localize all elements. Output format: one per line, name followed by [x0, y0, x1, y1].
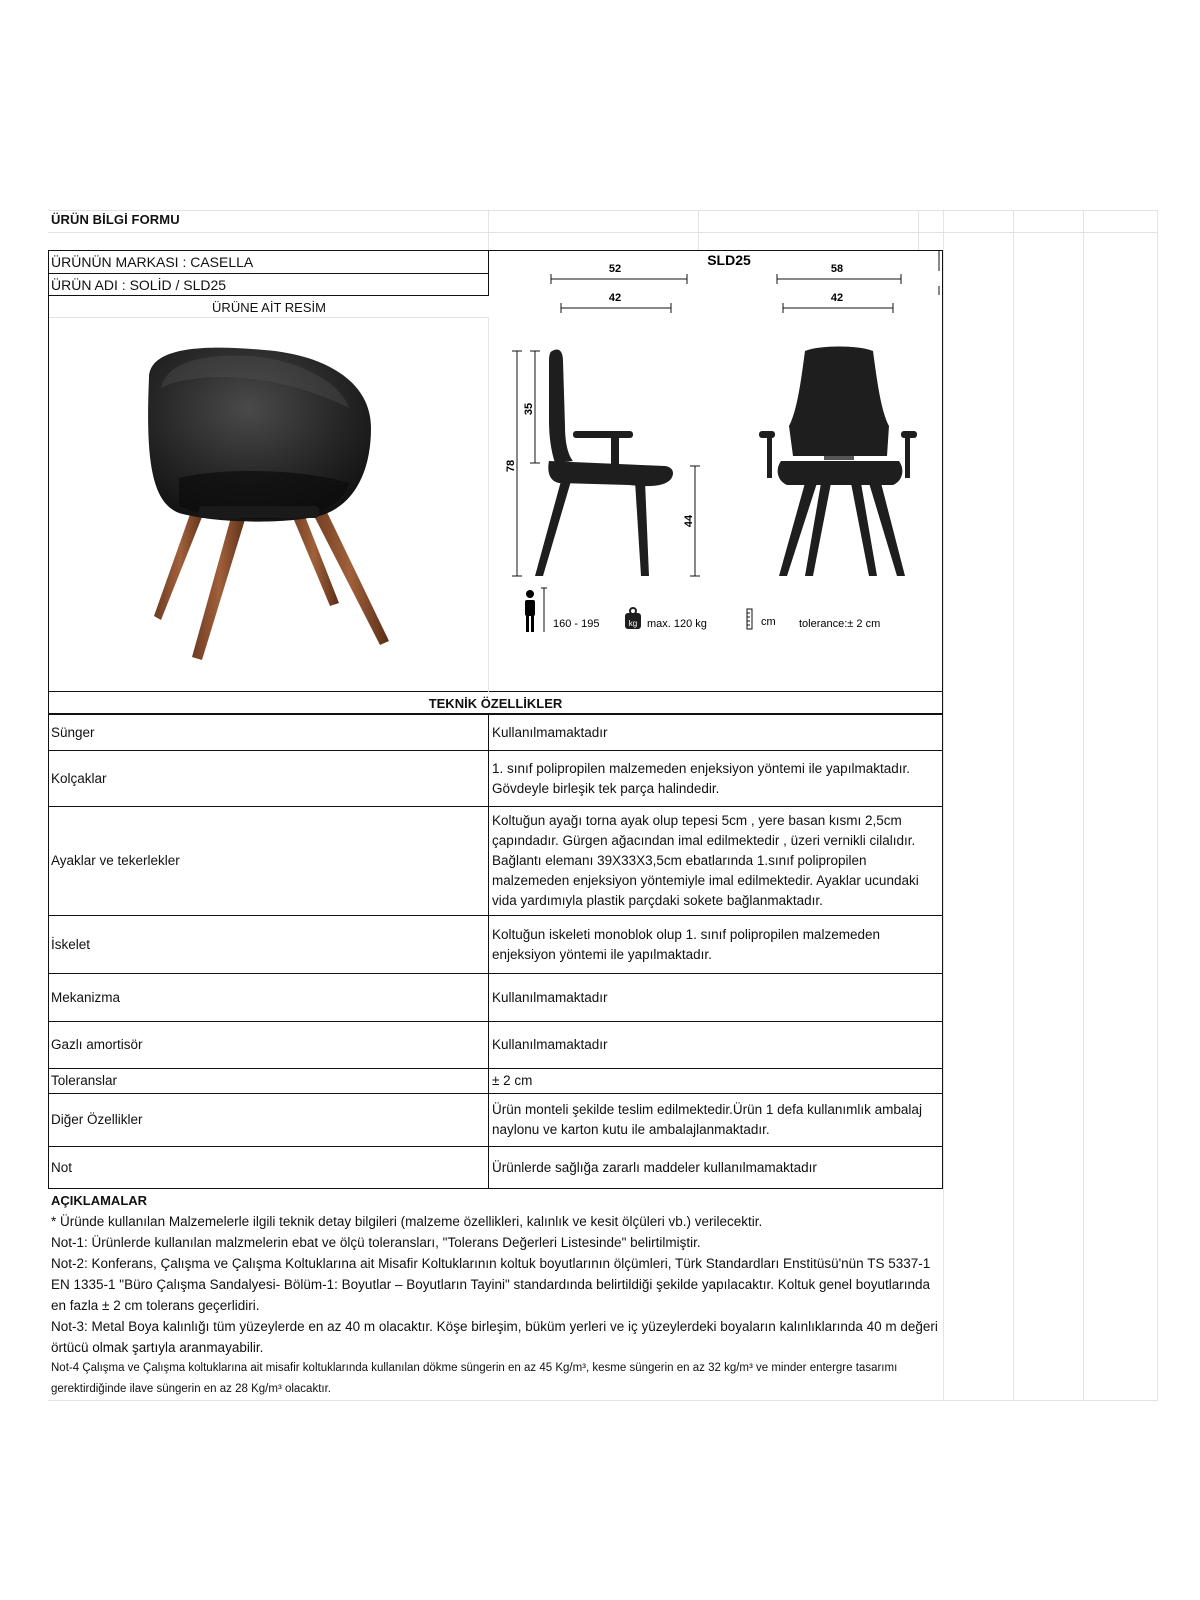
note-2: Not-2: Konferans, Çalışma ve Çalışma Koltuklarına ait Misafir Koltuklarının koltuk boyutlarının ölçümleri, Türk Standardları Enstitüsü'nün TS 5337-1 EN 1335-1 "Büro Çalışma Sandalyesi- Bölüm-1: Boyutlar – Boyutların Tayini" standardında belirtildiği şekilde yapılacaktır. Koltuk genel boyutlarında en fazla ± 2 cm tolerans geçerlidiri. — [51, 1256, 931, 1313]
model-label: SLD25 — [707, 252, 751, 268]
spec-value: Ürün monteli şekilde teslim edilmektedir.Ürün 1 defa kullanımlık ambalaj naylonu ve karton kutu ile ambalajlanmaktadır. — [489, 1094, 943, 1147]
tolerance-label: tolerance:± 2 cm — [799, 618, 881, 630]
dimension-drawing — [489, 251, 942, 691]
spec-value: Koltuğun ayağı torna ayak olup tepesi 5cm , yere basan kısmı 2,5cm çapındadır. Gürgen ağacından imal edilmektedir , üzeri vernikli cilalıdır. Bağlantı elemanı 39X33X3,5cm ebatlarında 1.sınıf polipropilen malzemeden enjeksiyon yöntemiyle imal edilmektedir. Ayaklar ucundaki vida yardımıyla plastik parçdaki sokete bağlanmaktadır. — [489, 807, 943, 916]
technical-drawing — [489, 251, 942, 691]
notes-section — [51, 1190, 941, 1400]
table-row — [49, 807, 943, 916]
dim-side-width: 52 — [608, 263, 622, 275]
table-row — [49, 751, 943, 807]
weight-icon — [625, 608, 641, 629]
spec-label: Not — [49, 1147, 489, 1189]
dim-seat-height: 44 — [683, 514, 695, 528]
note-1: Not-1: Ürünlerde kullanılan malzmelerin ebat ve ölçü toleransları, "Tolerans Değerleri Listesinde" belirtilmiştir. — [51, 1235, 701, 1250]
person-height-range: 160 - 195 — [553, 618, 600, 630]
unit-label: cm — [761, 616, 776, 628]
spec-value: Kullanılmamaktadır — [489, 974, 943, 1022]
spec-label: Ayaklar ve tekerlekler — [49, 807, 489, 916]
spec-value: Kullanılmamaktadır — [489, 1022, 943, 1069]
person-icon — [525, 588, 547, 632]
table-row — [49, 1094, 943, 1147]
note-star: * Üründe kullanılan Malzemelerle ilgili teknik detay bilgileri (malzeme özellikleri, kalınlık ve kesit ölçüleri vb.) verilecektir. — [51, 1214, 763, 1229]
table-row — [49, 1069, 943, 1094]
spec-value: ± 2 cm — [489, 1069, 943, 1094]
brand-cell: ÜRÜNÜN MARKASI : CASELLA — [49, 251, 489, 274]
spec-label: İskelet — [49, 916, 489, 974]
spec-value: Kullanılmamaktadır — [489, 715, 943, 751]
spec-label: Toleranslar — [49, 1069, 489, 1094]
product-name-cell: ÜRÜN ADI : SOLİD / SLD25 — [49, 274, 489, 296]
spec-label: Mekanizma — [49, 974, 489, 1022]
spec-value: Koltuğun iskeleti monoblok olup 1. sınıf polipropilen malzemeden enjeksiyon yöntemi ile yapılmaktadır. — [489, 916, 943, 974]
max-weight: max. 120 kg — [647, 618, 707, 630]
note-3: Not-3: Metal Boya kalınlığı tüm yüzeylerde en az 40 m olacaktır. Köşe birleşim, büküm yerleri ve iç yüzeylerdeki boyaların kalınlıklarında 40 m değeri örtücü olmak şartıyla aranmayabilir. — [51, 1319, 938, 1355]
spec-value: Ürünlerde sağlığa zararlı maddeler kullanılmamaktadır — [489, 1147, 943, 1189]
spec-label: Gazlı amortisör — [49, 1022, 489, 1069]
product-header-box — [48, 250, 943, 692]
spec-label: Kolçaklar — [49, 751, 489, 807]
note-4: Not-4 Çalışma ve Çalışma koltuklarına ait misafir koltuklarında kullanılan dökme süngerin en az 45 Kg/m³, kesme süngerin en az 32 kg/m³ ve minder entergre tasarımı gerektirdiğinde ilave süngerin en az 28 Kg/m³ olacaktır. — [51, 1362, 898, 1395]
spec-title: TEKNİK ÖZELLİKLER — [48, 692, 943, 714]
table-row — [49, 916, 943, 974]
notes-title: AÇIKLAMALAR — [51, 1193, 148, 1208]
product-photo — [49, 318, 489, 692]
spec-value: 1. sınıf polipropilen malzemeden enjeksiyon yöntemi ile yapılmaktadır. Gövdeyle birleşik tek parça halindedir. — [489, 751, 943, 807]
ruler-icon — [747, 609, 752, 629]
chair-photo-image — [49, 318, 489, 692]
dim-total-height: 78 — [505, 459, 517, 473]
table-row — [49, 715, 943, 751]
form-title: ÜRÜN BİLGİ FORMU — [51, 212, 180, 227]
weight-badge: kg — [628, 619, 638, 628]
table-row — [49, 974, 943, 1022]
spec-label: Sünger — [49, 715, 489, 751]
dim-front-seat: 42 — [830, 292, 844, 304]
spec-table — [48, 714, 943, 1189]
table-row — [49, 1147, 943, 1189]
photo-label: ÜRÜNE AİT RESİM — [49, 296, 489, 318]
spec-label: Diğer Özellikler — [49, 1094, 489, 1147]
front-view-chair — [759, 347, 917, 577]
side-view-chair — [535, 349, 673, 576]
dim-side-seat: 42 — [608, 292, 622, 304]
dim-front-width: 58 — [830, 263, 844, 275]
table-row — [49, 1022, 943, 1069]
dim-back-height: 35 — [523, 402, 535, 416]
